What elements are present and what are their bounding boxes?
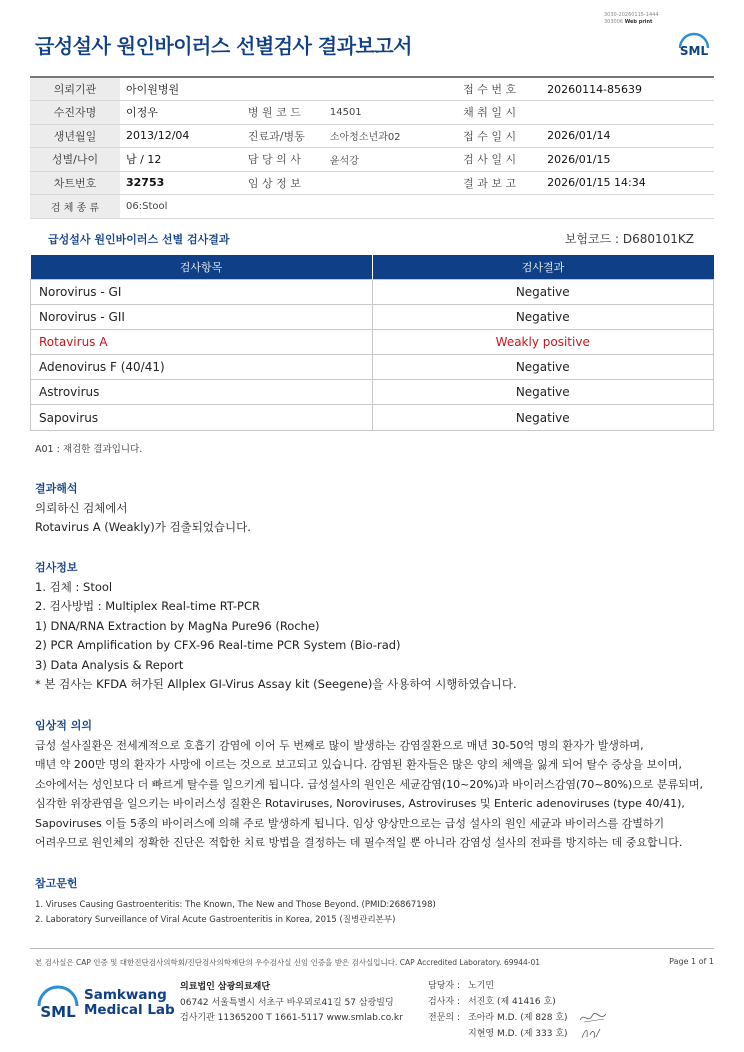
info-label	[238, 77, 324, 101]
org-address	[180, 980, 403, 1027]
test-item: Rotavirus A	[31, 329, 373, 354]
info-value	[324, 77, 453, 101]
info-value: 소아청소년과02	[324, 124, 453, 148]
org-name-line1: Samkwang	[84, 987, 167, 1003]
info-label: 수진자명	[30, 101, 120, 125]
result-row	[31, 355, 714, 380]
test-info-line: 1. 검체 : Stool	[35, 579, 113, 594]
address-line: 06742 서울특별시 서초구 바우뫼로41길 57 삼광빌딩	[180, 997, 394, 1008]
org-full-name: 의료법인 삼광의료재단	[180, 982, 271, 992]
result-row	[31, 304, 714, 329]
specimen-label: 검 체 종 류	[30, 195, 120, 219]
test-info-heading: 검사정보	[35, 561, 78, 574]
info-row	[30, 148, 714, 172]
print-code	[604, 12, 659, 26]
test-info-line: * 본 검사는 KFDA 허가된 Allplex GI-Virus Assay kit (Seegene)을 사용하여 시행하였습니다.	[35, 677, 517, 691]
clinical-line: 매년 약 200만 명의 환자가 사망에 이르는 것으로 보고되고 있습니다. 감염된 환자들은 많은 양의 체액을 잃게 되어 탈수 증상을 보이며,	[35, 758, 682, 771]
result-row	[31, 405, 714, 430]
test-result: Negative	[372, 304, 714, 329]
result-row	[31, 279, 714, 304]
test-item: Norovirus - GII	[31, 304, 373, 329]
test-result: Weakly positive	[372, 329, 714, 354]
result-table	[30, 255, 714, 431]
contact-line: 검사기관 11365200 T 1661-5117 www.smlab.co.kr	[180, 1013, 403, 1023]
test-result: Negative	[372, 405, 714, 430]
info-label: 담 당 의 사	[238, 148, 324, 172]
test-info-block	[35, 558, 517, 695]
info-row	[30, 124, 714, 148]
interpretation-line: Rotavirus A (Weakly)가 검출되었습니다.	[35, 520, 251, 534]
info-row	[30, 77, 714, 101]
staff-name: 조아라 M.D. (제 828 호)	[468, 1013, 568, 1023]
info-label: 성별/나이	[30, 148, 120, 172]
info-value	[541, 101, 714, 125]
clinical-heading: 임상적 의의	[35, 719, 92, 732]
staff-list	[428, 978, 568, 1042]
info-value: 2026/01/15 14:34	[541, 171, 714, 195]
col-result-header: 검사결과	[372, 255, 714, 279]
info-label: 병 원 코 드	[238, 101, 324, 125]
footer-divider	[30, 948, 714, 949]
interpretation-heading: 결과해석	[35, 482, 78, 495]
references-block	[35, 874, 436, 928]
interpretation-line: 의뢰하신 검체에서	[35, 500, 128, 515]
info-label: 차트번호	[30, 171, 120, 195]
staff-role: 검사자 :	[428, 997, 460, 1007]
info-value	[324, 171, 453, 195]
info-label: 채 취 일 시	[453, 101, 541, 125]
staff-entry	[428, 994, 568, 1010]
clinical-block	[35, 716, 703, 853]
info-value: 14501	[324, 101, 453, 125]
interpretation-block	[35, 479, 251, 538]
accreditation-note: 본 검사실은 CAP 인증 및 대한진단검사의학회/진단검사의학재단의 우수검사실 신임 인증을 받은 검사실입니다. CAP Accredited Laboratory. 69944-01	[35, 958, 541, 967]
staff-name: 지현영 M.D. (제 333 호)	[468, 1029, 568, 1039]
result-row	[31, 380, 714, 405]
report-title: 급성설사 원인바이러스 선별검사 결과보고서	[35, 34, 412, 58]
info-label: 결 과 보 고	[453, 171, 541, 195]
info-value: 2026/01/15	[541, 148, 714, 172]
reference-line: 2. Laboratory Surveillance of Viral Acute Gastroenteritis in Korea, 2015 (질병관리본부)	[35, 914, 396, 925]
staff-entry	[428, 1010, 568, 1026]
col-item-header: 검사항목	[31, 255, 373, 279]
reference-line: 1. Viruses Causing Gastroenteritis: The Known, The New and Those Beyond. (PMID:26867198)	[35, 899, 436, 910]
clinical-line: Sapoviruses 이들 5종의 바이러스에 의해 주로 발생하게 됩니다. 임상 양상만으로는 급성 설사의 원인 세균과 바이러스를 감별하기	[35, 816, 665, 830]
staff-name: 노기민	[468, 981, 495, 991]
info-label: 임 상 정 보	[238, 171, 324, 195]
references-heading: 참고문헌	[35, 877, 78, 890]
info-label: 생년월일	[30, 124, 120, 148]
clinical-line: 소아에서는 성인보다 더 빠르게 탈수를 일으키게 됩니다. 급성설사의 원인은 세균감염(10~20%)과 바이러스감염(70~80%)으로 분류되며,	[35, 777, 703, 791]
info-value: 20260114-85639	[541, 77, 714, 101]
info-label: 검 사 일 시	[453, 148, 541, 172]
info-row	[30, 171, 714, 195]
info-value: 아이원병원	[120, 77, 238, 101]
test-item: Sapovirus	[31, 405, 373, 430]
insurance-code: 보험코드 : D680101KZ	[564, 232, 694, 246]
info-value: 이정우	[120, 101, 238, 125]
sml-logo-text: SML	[679, 44, 709, 58]
staff-entry	[428, 978, 568, 994]
samkwang-logo-text: SML	[40, 1003, 76, 1021]
print-code-line1: 3030-20260115-1444	[604, 12, 659, 18]
result-section-title: 급성설사 원인바이러스 선별 검사결과	[48, 233, 230, 246]
result-row	[31, 329, 714, 354]
sml-logo-icon	[676, 28, 712, 64]
test-result: Negative	[372, 355, 714, 380]
staff-entry	[428, 1026, 568, 1042]
info-value: 윤석강	[324, 148, 453, 172]
specimen-value: 06:Stool	[120, 195, 714, 219]
org-name-line2: Medical Lab	[84, 1002, 175, 1018]
info-row	[30, 101, 714, 125]
info-value: 2026/01/14	[541, 124, 714, 148]
web-print-label: Web print	[624, 19, 653, 25]
org-name	[84, 988, 175, 1018]
retest-note: A01 : 재검한 결과입니다.	[35, 444, 143, 455]
clinical-line: 급성 설사질환은 전세계적으로 호흡기 감염에 이어 두 번째로 많이 발생하는 감염질환으로 매년 30-50억 명의 환자가 발생하며,	[35, 738, 644, 752]
staff-role: 담당자 :	[428, 981, 460, 991]
test-result: Negative	[372, 279, 714, 304]
info-label: 접 수 번 호	[453, 77, 541, 101]
test-item: Norovirus - GI	[31, 279, 373, 304]
clinical-line: 심각한 위장관염을 일으키는 바이러스성 질환은 Rotaviruses, Noroviruses, Astroviruses 및 Enteric adenoviruses (type 40/41),	[35, 797, 685, 810]
specimen-row	[30, 195, 714, 219]
info-label: 접 수 일 시	[453, 124, 541, 148]
test-info-line: 3) Data Analysis & Report	[35, 657, 184, 672]
signature-icon	[578, 1025, 608, 1041]
signature-icon	[578, 1010, 608, 1026]
test-info-line: 2. 검사방법 : Multiplex Real-time RT-PCR	[35, 599, 260, 613]
info-label: 진료과/병동	[238, 124, 324, 148]
test-result: Negative	[372, 380, 714, 405]
info-value: 32753	[120, 171, 238, 195]
clinical-line: 어려우므로 원인체의 정확한 진단은 적합한 치료 방법을 결정하는 데 필수적일 뿐 아니라 감염성 설사의 전파를 방지하는 데 중요합니다.	[35, 836, 683, 849]
test-item: Adenovirus F (40/41)	[31, 355, 373, 380]
print-code-line2: 303006	[604, 19, 624, 25]
samkwang-logo-icon	[36, 984, 80, 1024]
test-info-line: 2) PCR Amplification by CFX-96 Real-time PCR System (Bio-rad)	[35, 638, 401, 652]
test-info-line: 1) DNA/RNA Extraction by MagNa Pure96 (Roche)	[35, 618, 320, 633]
info-value: 2013/12/04	[120, 124, 238, 148]
staff-role: 전문의 :	[428, 1013, 460, 1023]
page-number: Page 1 of 1	[669, 957, 714, 966]
info-label: 의뢰기관	[30, 77, 120, 101]
info-value: 남 / 12	[120, 148, 238, 172]
test-item: Astrovirus	[31, 380, 373, 405]
patient-info-table	[30, 76, 714, 219]
staff-name: 서진호 (제 41416 호)	[468, 997, 556, 1007]
